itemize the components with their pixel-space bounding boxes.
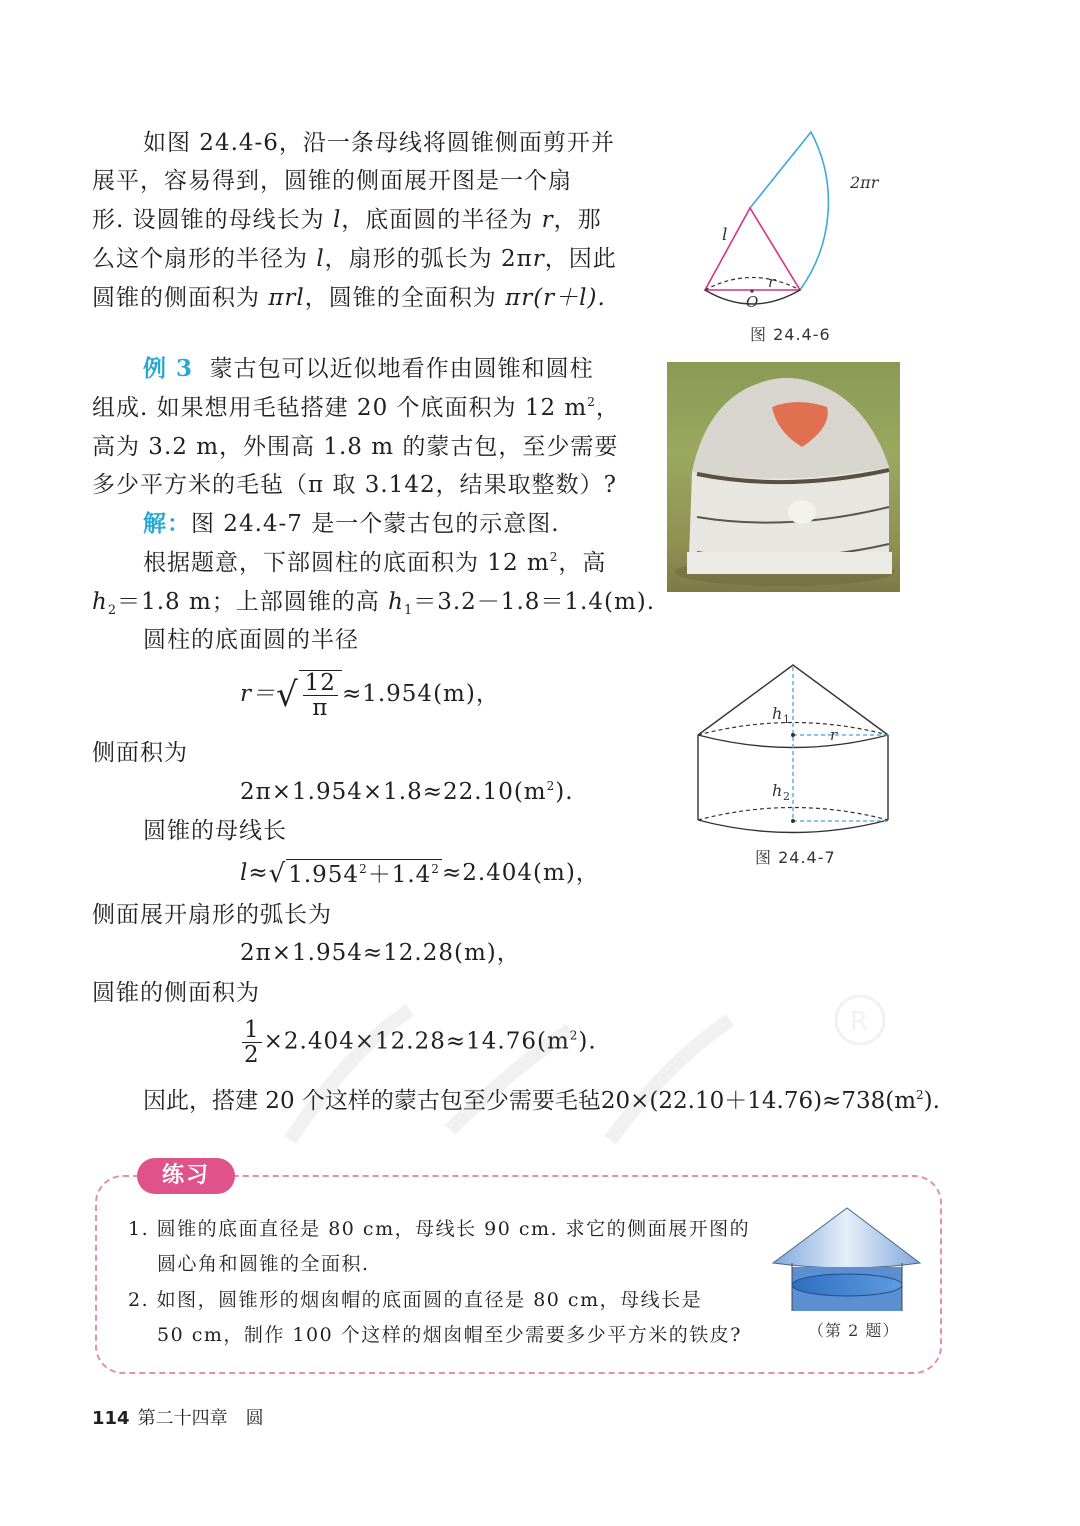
text: ). — [923, 1088, 940, 1114]
text: 根据题意，下部圆柱的底面积为 12 m — [143, 550, 550, 576]
text: l≈ — [240, 860, 269, 886]
numerator: 12 — [304, 670, 336, 696]
text: ×2.404×12.28≈14.76(m — [263, 1028, 570, 1055]
var-h2: h — [92, 589, 108, 615]
text: 形. 设圆锥的母线长为 — [92, 207, 333, 233]
text: ＋1.4 — [367, 861, 432, 888]
superscript: 2 — [549, 550, 559, 564]
cone-equation — [240, 1018, 597, 1067]
yurt-photo — [667, 362, 900, 592]
text: ，底面圆的半径为 — [341, 207, 542, 233]
text: 2π×1.954×1.8≈22.10(m — [240, 779, 547, 805]
sqrt: $√1.954^2+1.4^2$ — [268, 859, 440, 890]
arc-equation: 2π×1.954≈12.28(m)， — [240, 940, 521, 966]
text: ). — [555, 779, 574, 805]
superscript: 2 — [431, 861, 440, 876]
example-line-4: 多少平方米的毛毡（π 取 3.142，结果取整数）? — [92, 472, 617, 498]
figure-1-caption: 图 24.4-6 — [750, 325, 831, 344]
superscript: 2 — [569, 1028, 579, 1043]
svg-text:R: R — [850, 1007, 869, 1037]
solution-line-2 — [143, 548, 606, 578]
formula-total: πr(r＋l). — [505, 285, 606, 311]
text: 1.954 — [288, 861, 360, 888]
superscript: 2 — [359, 861, 368, 876]
figure-2-caption: 图 24.4-7 — [755, 848, 836, 867]
superscript: 2 — [916, 1088, 924, 1102]
publisher-watermark — [270, 990, 890, 1150]
subscript: 1 — [403, 603, 414, 618]
text: 么这个扇形的半径为 — [92, 246, 317, 272]
text: ，那 — [553, 207, 602, 233]
text: 图 24.4-7 是一个蒙古包的示意图. — [191, 511, 560, 537]
fraction — [242, 1018, 262, 1067]
svg-text:1: 1 — [783, 713, 790, 726]
arc-label: 侧面展开扇形的弧长为 — [92, 902, 332, 928]
var-l: l — [332, 207, 342, 233]
example-line-3: 高为 3.2 m，外围高 1.8 m 的蒙古包，至少需要 — [92, 434, 619, 460]
lateral-label: 侧面积为 — [92, 740, 188, 766]
example-label: 例 3 — [143, 355, 194, 382]
label-h1: h — [772, 704, 783, 723]
cone-label: 圆锥的侧面积为 — [92, 980, 260, 1006]
sqrt: √ $\frac{12}{\pi}$ — [276, 670, 342, 720]
practice-item-1-line-2: 圆心角和圆锥的全面积. — [157, 1253, 370, 1275]
text: ＝1.8 m；上部圆锥的高 — [117, 589, 389, 615]
denominator: π — [312, 695, 329, 721]
superscript: 2 — [587, 395, 596, 409]
text: ， — [595, 395, 620, 421]
page-number: 114 — [92, 1408, 130, 1429]
practice-badge: 练习 — [137, 1158, 235, 1194]
text: 蒙古包可以近似地看作由圆锥和圆柱 — [209, 356, 594, 382]
svg-text:2: 2 — [783, 790, 790, 803]
intro-line-2: 展平，容易得到，圆锥的侧面展开图是一个扇 — [92, 168, 572, 194]
label-O: O — [746, 293, 759, 311]
text: ＝3.2－1.8＝1.4(m). — [413, 589, 656, 615]
formula-lateral: πrl — [268, 285, 305, 311]
lateral-equation — [240, 777, 574, 807]
text: ，扇形的弧长为 2π — [324, 246, 533, 272]
intro-line-4 — [92, 244, 617, 274]
text: ，圆锥的全面积为 — [304, 285, 506, 311]
example-line-2 — [92, 393, 620, 423]
var-l: l — [316, 246, 325, 272]
figure-yurt-diagram — [690, 655, 900, 840]
numerator: 1 — [244, 1017, 260, 1043]
text: 圆锥的侧面积为 — [92, 285, 269, 311]
practice-item-2-line-1: 2. 如图，圆锥形的烟囱帽的底面圆的直径是 80 cm，母线长是 — [128, 1289, 703, 1311]
conclusion — [143, 1086, 940, 1116]
var-r: r — [532, 246, 545, 272]
intro-line-3 — [92, 205, 602, 235]
text: 组成. 如果想用毛毡搭建 20 个底面积为 12 m — [92, 395, 588, 421]
label-l: l — [722, 225, 728, 245]
text: ). — [578, 1028, 597, 1055]
radius-label: 圆柱的底面圆的半径 — [143, 627, 359, 653]
denominator: 2 — [244, 1042, 260, 1068]
radius-equation — [240, 670, 500, 720]
slant-equation — [240, 858, 600, 890]
slant-label: 圆锥的母线长 — [143, 818, 287, 844]
figure-cone-development — [690, 120, 910, 320]
solution-label: 解： — [143, 510, 191, 537]
text: 因此，搭建 20 个这样的蒙古包至少需要毛毡20×(22.10＋14.76)≈738(m — [143, 1088, 917, 1114]
practice-item-2-line-2: 50 cm，制作 100 个这样的烟囱帽至少需要多少平方米的铁皮? — [157, 1324, 742, 1346]
example-line-1 — [143, 354, 594, 384]
text: ，高 — [558, 550, 607, 576]
var-h1: h — [388, 589, 404, 615]
practice-item-1-line-1: 1. 圆锥的底面直径是 80 cm，母线长 90 cm. 求它的侧面展开图的 — [128, 1218, 751, 1240]
subscript: 2 — [107, 603, 118, 618]
superscript: 2 — [546, 779, 556, 793]
var-r: r — [541, 207, 554, 233]
label-arc: 2πr — [850, 173, 879, 192]
intro-line-1: 如图 24.4-6，沿一条母线将圆锥侧面剪开并 — [143, 130, 615, 156]
label-r: r — [830, 726, 838, 744]
solution-line-1 — [143, 509, 560, 539]
label-h2: h — [772, 781, 783, 800]
text: ，因此 — [544, 246, 617, 272]
label-r: r — [768, 273, 776, 291]
text: r＝ — [240, 681, 276, 707]
chapter-title: 第二十四章 圆 — [137, 1408, 264, 1429]
text: ≈2.404(m)， — [441, 860, 600, 886]
page-footer — [92, 1404, 264, 1430]
intro-line-5 — [92, 283, 606, 313]
text: ≈1.954(m)， — [341, 681, 500, 707]
solution-line-3 — [92, 587, 655, 617]
chimney-figure-caption: （第 2 题） — [808, 1321, 900, 1340]
chimney-cap-figure — [770, 1205, 925, 1315]
